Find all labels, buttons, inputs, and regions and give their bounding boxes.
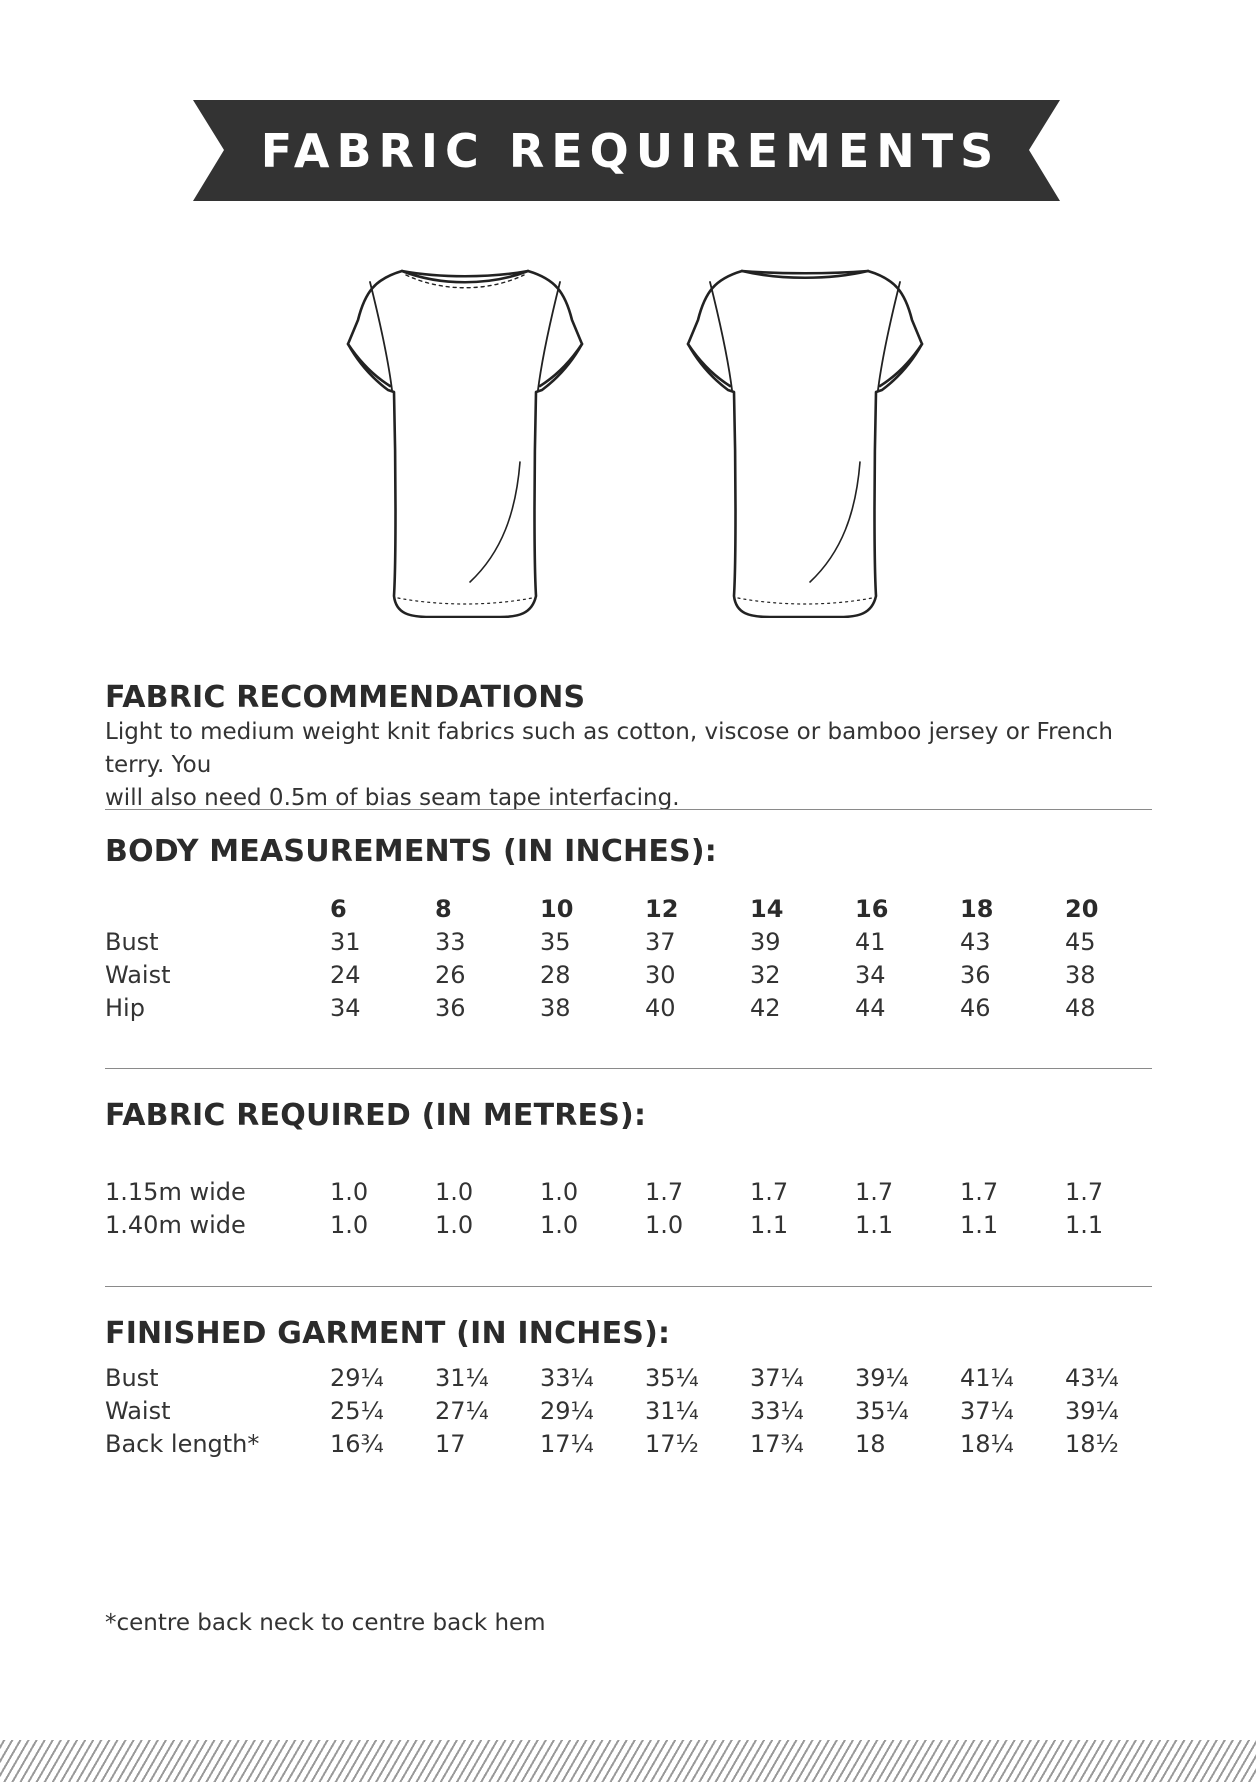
- table-cell: 36: [960, 961, 991, 989]
- table-cell: 1.0: [435, 1178, 474, 1206]
- size-header-row: [105, 893, 1155, 926]
- table-cell: 1.0: [330, 1178, 369, 1206]
- title-banner: [193, 100, 1060, 201]
- table-cell: 24: [330, 961, 361, 989]
- table-row: [105, 1209, 1155, 1242]
- table-cell: 1.0: [435, 1211, 474, 1239]
- table-cell: 37¼: [750, 1364, 804, 1392]
- size-header: 20: [1065, 895, 1099, 923]
- table-cell: 34: [330, 994, 361, 1022]
- row-label: Waist: [105, 1397, 171, 1425]
- page-title: FABRIC REQUIREMENTS: [260, 123, 1001, 178]
- footnote: *centre back neck to centre back hem: [105, 1610, 546, 1636]
- table-cell: 1.7: [750, 1178, 789, 1206]
- table-cell: 17½: [645, 1430, 699, 1458]
- table-row: [105, 1428, 1155, 1461]
- row-label: 1.15m wide: [105, 1178, 246, 1206]
- table-row: [105, 1395, 1155, 1428]
- table-cell: 44: [855, 994, 886, 1022]
- table-cell: 18: [855, 1430, 886, 1458]
- table-cell: 17: [435, 1430, 466, 1458]
- table-cell: 42: [750, 994, 781, 1022]
- table-cell: 31¼: [645, 1397, 699, 1425]
- table-cell: 34: [855, 961, 886, 989]
- row-label: Back length*: [105, 1430, 260, 1458]
- table-cell: 1.0: [330, 1211, 369, 1239]
- size-header: 14: [750, 895, 784, 923]
- table-cell: 1.0: [540, 1211, 579, 1239]
- table-cell: 29¼: [540, 1397, 594, 1425]
- t-shirt-back-illustration: [650, 262, 960, 618]
- row-label: 1.40m wide: [105, 1211, 246, 1239]
- table-cell: 29¼: [330, 1364, 384, 1392]
- table-cell: 36: [435, 994, 466, 1022]
- fabric-required-heading: FABRIC REQUIRED (IN METRES):: [105, 1098, 647, 1133]
- table-cell: 41: [855, 928, 886, 956]
- size-header: 6: [330, 895, 347, 923]
- table-cell: 46: [960, 994, 991, 1022]
- size-header: 12: [645, 895, 679, 923]
- size-header: 8: [435, 895, 452, 923]
- recommendations-line-1: Light to medium weight knit fabrics such as cotton, viscose or bamboo jersey or French terry. You: [105, 719, 1113, 778]
- table-cell: 33: [435, 928, 466, 956]
- divider: [105, 809, 1152, 810]
- table-cell: 1.7: [1065, 1178, 1104, 1206]
- table-cell: 16¾: [330, 1430, 384, 1458]
- table-cell: 1.1: [855, 1211, 894, 1239]
- table-cell: 17¾: [750, 1430, 804, 1458]
- table-cell: 1.7: [960, 1178, 999, 1206]
- recommendations-line-2: will also need 0.5m of bias seam tape interfacing.: [105, 785, 680, 811]
- table-cell: 27¼: [435, 1397, 489, 1425]
- table-cell: 41¼: [960, 1364, 1014, 1392]
- body-measurements-table: [105, 893, 1155, 1025]
- table-cell: 33¼: [540, 1364, 594, 1392]
- row-label: Bust: [105, 1364, 159, 1392]
- size-header: 18: [960, 895, 994, 923]
- table-cell: 18½: [1065, 1430, 1119, 1458]
- finished-garment-table: [105, 1362, 1155, 1461]
- table-cell: 32: [750, 961, 781, 989]
- divider: [105, 1068, 1152, 1069]
- garment-illustrations: [310, 262, 960, 618]
- table-cell: 35: [540, 928, 571, 956]
- table-cell: 1.0: [540, 1178, 579, 1206]
- table-cell: 48: [1065, 994, 1096, 1022]
- table-cell: 26: [435, 961, 466, 989]
- table-cell: 28: [540, 961, 571, 989]
- table-cell: 1.0: [645, 1211, 684, 1239]
- recommendations-heading: FABRIC RECOMMENDATIONS: [105, 680, 586, 715]
- size-header: 16: [855, 895, 889, 923]
- table-row: [105, 1362, 1155, 1395]
- row-label: Hip: [105, 994, 145, 1022]
- divider: [105, 1286, 1152, 1287]
- table-cell: 31: [330, 928, 361, 956]
- table-cell: 1.1: [750, 1211, 789, 1239]
- fabric-required-table: [105, 1176, 1155, 1242]
- table-row: [105, 959, 1155, 992]
- table-cell: 31¼: [435, 1364, 489, 1392]
- table-cell: 39¼: [1065, 1397, 1119, 1425]
- table-cell: 37¼: [960, 1397, 1014, 1425]
- body-measurements-heading: BODY MEASUREMENTS (IN INCHES):: [105, 834, 717, 869]
- table-cell: 39¼: [855, 1364, 909, 1392]
- table-cell: 1.1: [1065, 1211, 1104, 1239]
- hatched-footer-strip: [0, 1740, 1256, 1782]
- table-cell: 35¼: [645, 1364, 699, 1392]
- table-row: [105, 992, 1155, 1025]
- table-cell: 17¼: [540, 1430, 594, 1458]
- table-cell: 33¼: [750, 1397, 804, 1425]
- finished-garment-heading: FINISHED GARMENT (IN INCHES):: [105, 1316, 671, 1351]
- table-row: [105, 1176, 1155, 1209]
- table-cell: 35¼: [855, 1397, 909, 1425]
- table-cell: 38: [1065, 961, 1096, 989]
- table-cell: 1.7: [645, 1178, 684, 1206]
- table-cell: 40: [645, 994, 676, 1022]
- table-cell: 30: [645, 961, 676, 989]
- table-cell: 1.1: [960, 1211, 999, 1239]
- recommendations-text: [105, 716, 1155, 815]
- row-label: Waist: [105, 961, 171, 989]
- table-cell: 1.7: [855, 1178, 894, 1206]
- row-label: Bust: [105, 928, 159, 956]
- table-cell: 38: [540, 994, 571, 1022]
- t-shirt-front-illustration: [310, 262, 620, 618]
- table-cell: 39: [750, 928, 781, 956]
- table-cell: 25¼: [330, 1397, 384, 1425]
- table-cell: 37: [645, 928, 676, 956]
- table-cell: 45: [1065, 928, 1096, 956]
- table-cell: 18¼: [960, 1430, 1014, 1458]
- table-cell: 43: [960, 928, 991, 956]
- size-header: 10: [540, 895, 574, 923]
- table-row: [105, 926, 1155, 959]
- table-cell: 43¼: [1065, 1364, 1119, 1392]
